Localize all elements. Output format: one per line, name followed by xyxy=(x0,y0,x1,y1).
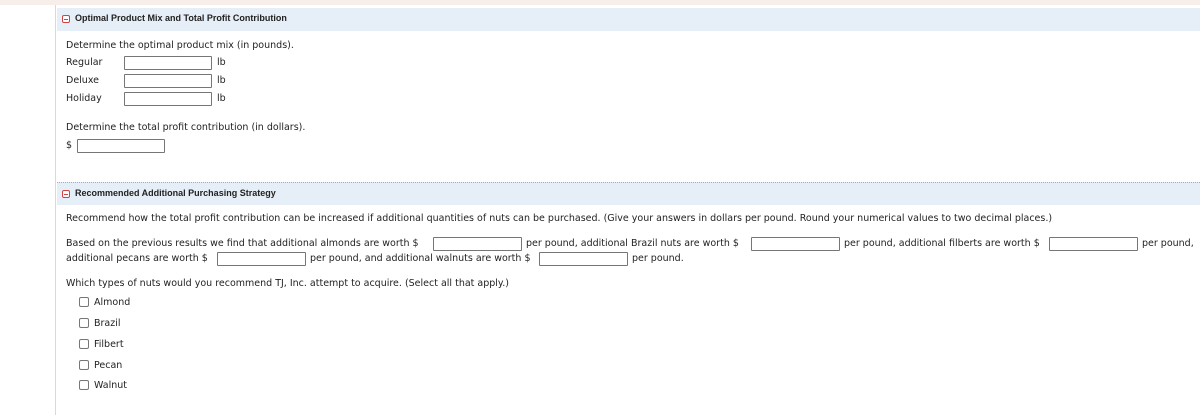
section-header-purchasing-strategy[interactable] xyxy=(57,182,1200,205)
almonds-input[interactable] xyxy=(433,237,522,251)
filberts-input[interactable] xyxy=(1049,237,1138,251)
almond-checkbox[interactable] xyxy=(79,297,89,307)
collapse-icon[interactable] xyxy=(62,190,70,198)
walnut-label[interactable]: Walnut xyxy=(94,380,128,391)
deluxe-input[interactable] xyxy=(124,74,212,88)
brazil-checkbox[interactable] xyxy=(79,318,89,328)
instructions: Recommend how the total profit contribution can be increased if additional quantities of nuts can be purchased. (Give your answers in dollars per pound. Round your numerical values to two decimal places.) xyxy=(66,213,1053,224)
almond-label[interactable]: Almond xyxy=(94,297,131,308)
almonds-prefix: Based on the previous results we find that additional almonds are worth $ xyxy=(66,238,419,249)
mix-prompt: Determine the optimal product mix (in pounds). xyxy=(66,40,294,51)
section-title: Optimal Product Mix and Total Profit Contribution xyxy=(75,13,287,23)
pecan-label[interactable]: Pecan xyxy=(94,360,123,371)
top-border xyxy=(0,0,1200,5)
regular-unit: lb xyxy=(217,57,226,68)
pecans-prefix: additional pecans are worth $ xyxy=(66,253,208,264)
regular-label: Regular xyxy=(66,57,103,68)
pecans-input[interactable] xyxy=(217,252,306,266)
deluxe-label: Deluxe xyxy=(66,75,99,86)
line2-suffix: per pound. xyxy=(632,253,684,264)
walnut-checkbox[interactable] xyxy=(79,380,89,390)
brazil-input[interactable] xyxy=(751,237,840,251)
holiday-label: Holiday xyxy=(66,93,102,104)
collapse-icon[interactable] xyxy=(62,15,70,23)
regular-input[interactable] xyxy=(124,56,212,70)
deluxe-unit: lb xyxy=(217,75,226,86)
holiday-unit: lb xyxy=(217,93,226,104)
left-rule xyxy=(55,5,56,415)
holiday-input[interactable] xyxy=(124,92,212,106)
brazil-prefix: per pound, additional Brazil nuts are worth $ xyxy=(526,238,739,249)
profit-prompt: Determine the total profit contribution (in dollars). xyxy=(66,122,306,133)
filbert-checkbox[interactable] xyxy=(79,339,89,349)
profit-currency: $ xyxy=(66,140,73,151)
walnuts-prefix: per pound, and additional walnuts are worth $ xyxy=(310,253,531,264)
line1-suffix: per pound, xyxy=(1142,238,1194,249)
select-question: Which types of nuts would you recommend TJ, Inc. attempt to acquire. (Select all that apply.) xyxy=(66,278,509,289)
pecan-checkbox[interactable] xyxy=(79,360,89,370)
brazil-label[interactable]: Brazil xyxy=(94,318,121,329)
filbert-label[interactable]: Filbert xyxy=(94,339,124,350)
section-title: Recommended Additional Purchasing Strategy xyxy=(75,188,276,198)
filberts-prefix: per pound, additional filberts are worth $ xyxy=(844,238,1040,249)
walnuts-input[interactable] xyxy=(539,252,628,266)
section-header-product-mix[interactable] xyxy=(57,8,1200,31)
profit-input[interactable] xyxy=(77,139,165,153)
